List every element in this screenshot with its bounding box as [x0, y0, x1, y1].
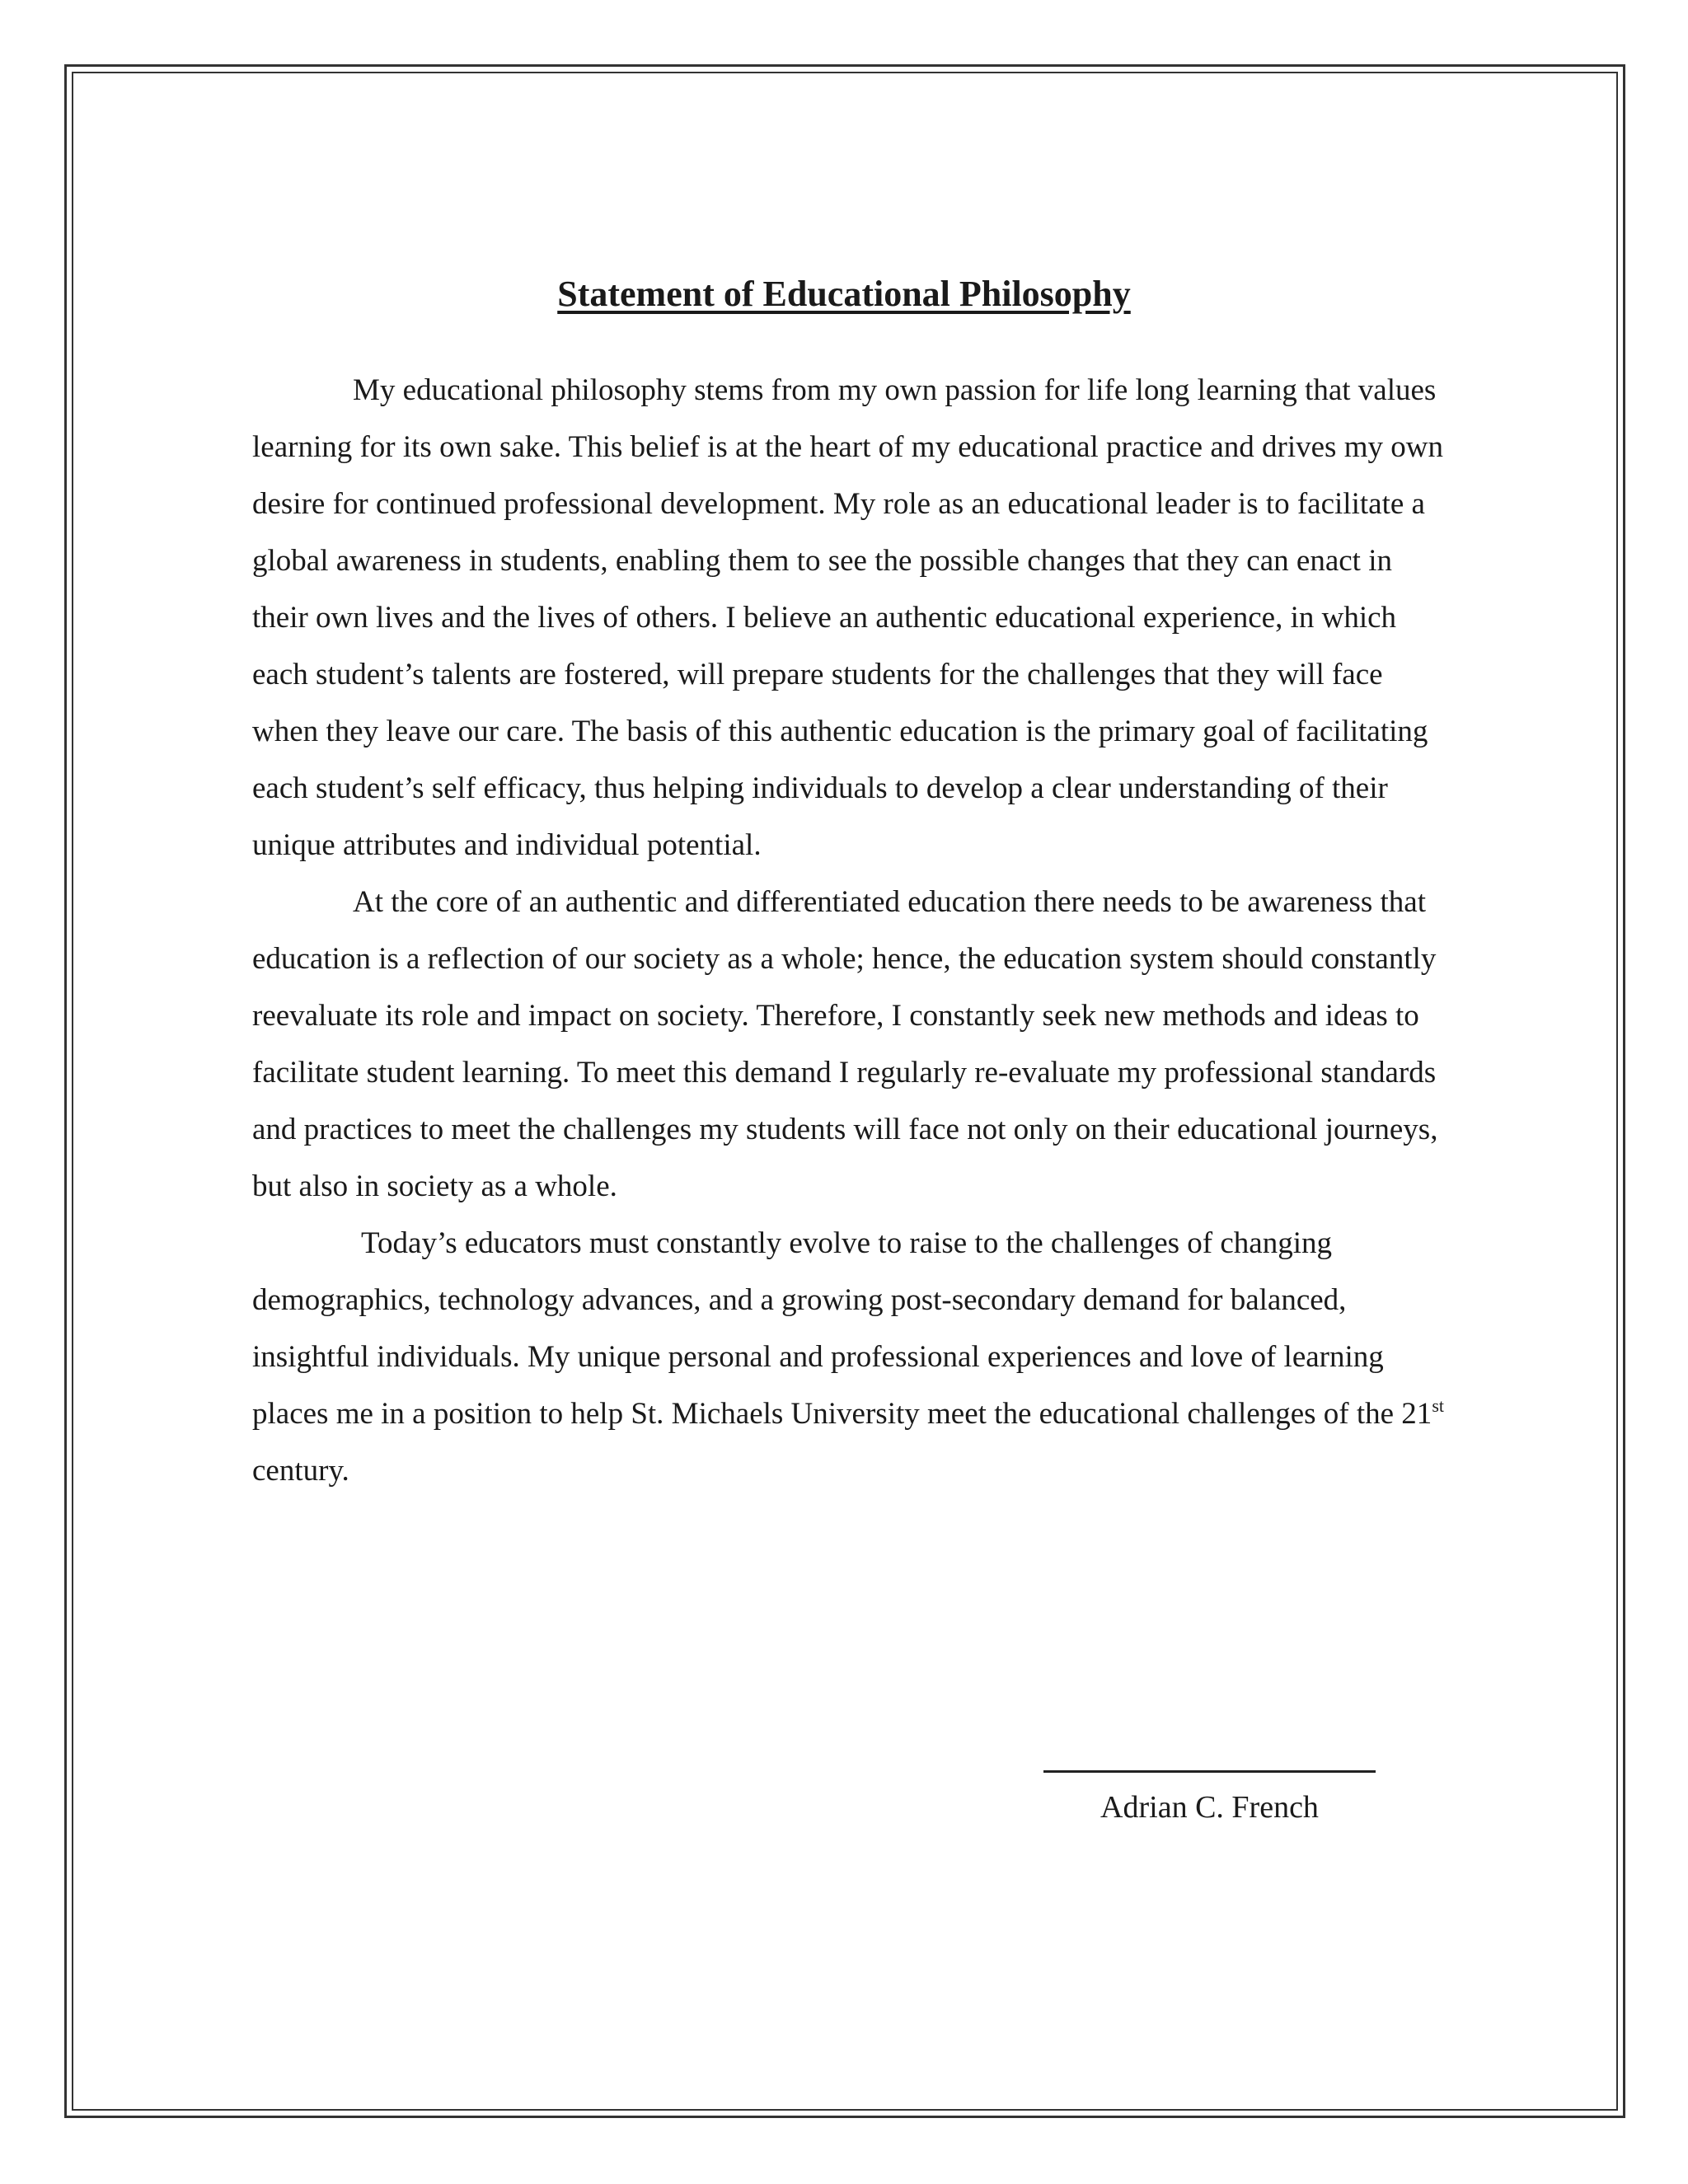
paragraph-3	[252, 1215, 1456, 1499]
paragraph-1: My educational philosophy stems from my own passion for life long learning that values learning for its own sake. This belief is at the heart of my educational practice and drives my own desire for continued professional development. My role as an educational leader is to facilitate a global awareness in students, enabling them to see the possible changes that they can enact in their own lives and the lives of others. I believe an authentic educational experience, in which each student’s talents are fostered, will prepare students for the challenges that they will face when they leave our care. The basis of this authentic education is the primary goal of facilitating each student’s self efficacy, thus helping individuals to develop a clear understanding of their unique attributes and individual potential.	[252, 373, 1443, 862]
paragraph-2: At the core of an authentic and differentiated education there needs to be awareness that education is a reflection of our society as a whole; hence, the education system should constantly reevaluate its role and impact on society. Therefore, I constantly seek new methods and ideas to facilitate student learning. To meet this demand I regularly re-evaluate my professional standards and practices to meet the challenges my students will face not only on their educational journeys, but also in society as a whole.	[252, 885, 1438, 1203]
paragraph-3-tail: century.	[252, 1454, 349, 1488]
paragraph-3-text: Today’s educators must constantly evolve to raise to the challenges of changing demographics, technology advances, and a growing post-secondary demand for balanced, insightful individuals. My unique personal and professional experiences and love of learning places me in a position to help St. Michaels University meet the educational challenges of the 21	[252, 1226, 1432, 1431]
document-title: Statement of Educational Philosophy	[557, 274, 1131, 315]
signature-name: Adrian C. French	[1100, 1790, 1319, 1825]
signature-line	[1043, 1770, 1376, 1773]
ordinal-superscript: st	[1432, 1395, 1444, 1416]
document-body	[252, 362, 1456, 1499]
